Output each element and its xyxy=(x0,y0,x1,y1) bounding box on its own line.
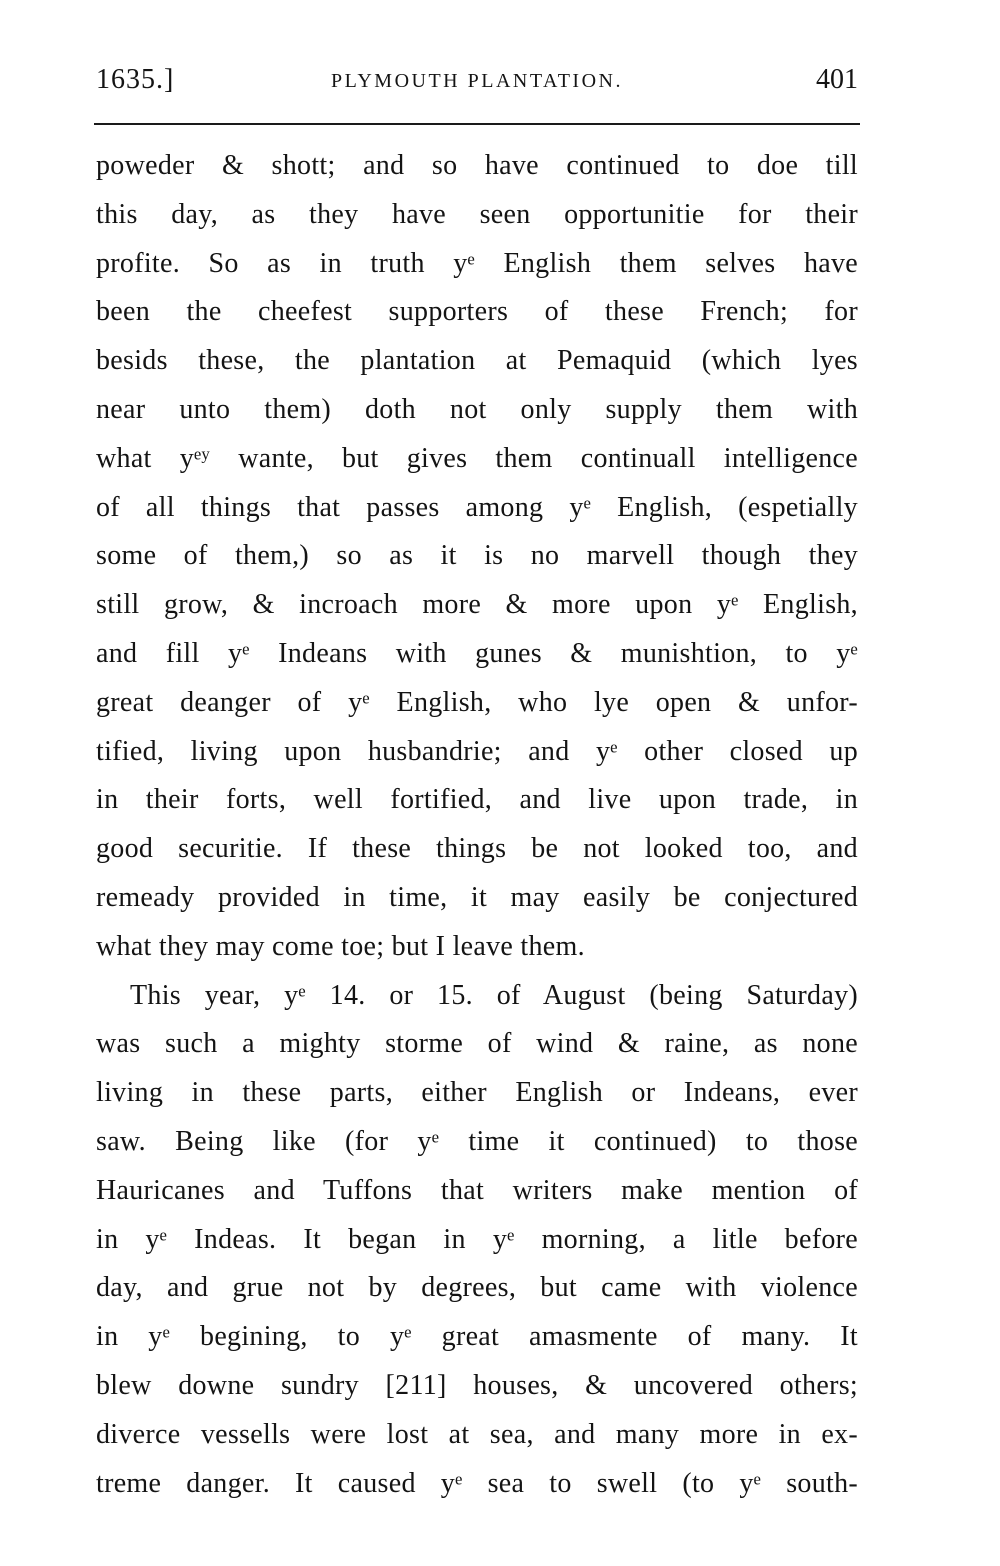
text-line: tified, living upon husbandrie; and yᵉ other closed up xyxy=(96,735,858,767)
text-line: what yᵉʸ wante, but gives them continuall intelligence xyxy=(96,442,858,474)
text-line: great deanger of yᵉ English, who lye open & unfor- xyxy=(96,686,858,718)
text-line: of all things that passes among yᵉ English, (espetially xyxy=(96,491,858,523)
text-line: treme danger. It caused yᵉ sea to swell (to yᵉ south- xyxy=(96,1467,858,1499)
header-title: PLYMOUTH PLANTATION. xyxy=(331,70,623,92)
text-line: blew downe sundry [211] houses, & uncovered others; xyxy=(96,1369,858,1401)
text-line: was such a mighty storme of wind & raine, as none xyxy=(96,1028,858,1060)
text-line: some of them,) so as it is no marvell though they xyxy=(96,540,858,572)
text-line: besids these, the plantation at Pemaquid (which lyes xyxy=(96,345,858,377)
paragraph-end-line: what they may come toe; but I leave them. xyxy=(96,930,585,962)
text-line: Hauricanes and Tuffons that writers make mention of xyxy=(96,1174,858,1206)
text-line: this day, as they have seen opportunitie for their xyxy=(96,198,858,230)
text-line: profite. So as in truth yᵉ English them selves have xyxy=(96,247,858,279)
page-body xyxy=(96,142,858,1508)
page-number: 401 xyxy=(816,64,858,95)
header-rule xyxy=(94,123,860,125)
header-year: 1635.] xyxy=(96,64,175,95)
text-line: been the cheefest supporters of these French; for xyxy=(96,296,858,328)
paragraph-start-line: This year, yᵉ 14. or 15. of August (being Saturday) xyxy=(130,979,858,1011)
running-header xyxy=(96,64,858,108)
text-line: good securitie. If these things be not looked too, and xyxy=(96,833,858,865)
text-line: in their forts, well fortified, and live upon trade, in xyxy=(96,784,858,816)
text-line: still grow, & incroach more & more upon yᵉ English, xyxy=(96,589,858,621)
text-line: and fill yᵉ Indeans with gunes & munishtion, to yᵉ xyxy=(96,637,858,669)
text-line: day, and grue not by degrees, but came with violence xyxy=(96,1272,858,1304)
text-line: diverce vessells were lost at sea, and many more in ex- xyxy=(96,1418,858,1450)
text-line: saw. Being like (for yᵉ time it continued) to those xyxy=(96,1125,858,1157)
text-line: poweder & shott; and so have continued to doe till xyxy=(96,150,858,181)
text-line: remeady provided in time, it may easily be conjectured xyxy=(96,881,858,913)
text-line: in yᵉ begining, to yᵉ great amasmente of many. It xyxy=(96,1321,858,1353)
text-line: in yᵉ Indeas. It began in yᵉ morning, a litle before xyxy=(96,1223,858,1255)
text-line: living in these parts, either English or Indeans, ever xyxy=(96,1077,858,1109)
text-line: near unto them) doth not only supply them with xyxy=(96,393,858,425)
